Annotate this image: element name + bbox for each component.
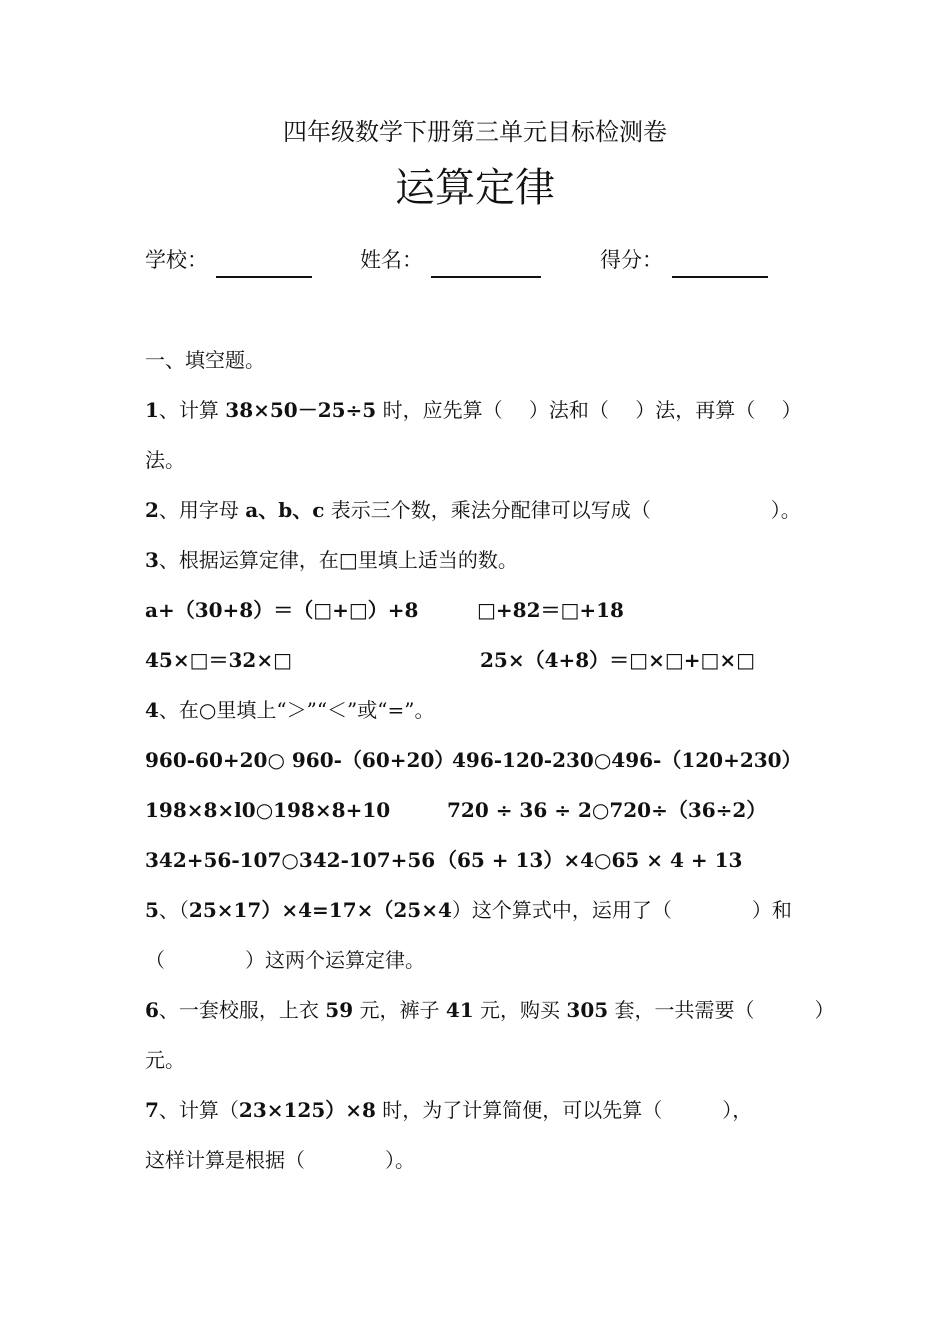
school-label: 学校： xyxy=(145,248,208,272)
question-7-number: 7 xyxy=(145,1098,159,1122)
question-3 xyxy=(145,546,518,574)
question-5-line-2: （ ）这两个运算定律。 xyxy=(145,948,425,972)
name-label: 姓名： xyxy=(360,248,423,272)
question-2-text-a: 、用字母 xyxy=(158,498,246,522)
question-6-text-c: 元，购买 xyxy=(473,998,567,1022)
section-heading: 一、填空题。 xyxy=(145,348,265,372)
question-5-line-1 xyxy=(145,896,792,924)
question-3-number: 3 xyxy=(145,548,159,572)
worksheet-subtitle: 四年级数学下册第三单元目标检测卷 xyxy=(283,118,667,146)
question-6-line-2: 元。 xyxy=(145,1048,185,1072)
question-5-text-a: 、（ xyxy=(158,898,189,922)
question-2-text-b: 表示三个数，乘法分配律可以写成（ ）。 xyxy=(324,498,801,522)
question-7-line-2: 这样计算是根据（ ）。 xyxy=(145,1148,415,1172)
question-1-text-b: 时，应先算（ ）法和（ ）法，再算（ ） xyxy=(376,398,802,422)
question-5-text-b: ）这个算式中，运用了（ ）和 xyxy=(451,898,792,922)
question-4-number: 4 xyxy=(145,698,159,722)
question-5-number: 5 xyxy=(145,898,159,922)
question-1-number: 1 xyxy=(145,398,159,422)
score-label: 得分： xyxy=(600,248,663,272)
question-6-number: 6 xyxy=(145,998,159,1022)
score-blank[interactable] xyxy=(672,276,768,278)
question-4-row-1-left: 960-60+20○ 960-（60+20） xyxy=(145,748,455,772)
question-2 xyxy=(145,496,801,524)
question-6-text-b: 元，裤子 xyxy=(353,998,446,1022)
question-6-text-d: 套，一共需要（ ） xyxy=(608,998,835,1022)
question-2-number: 2 xyxy=(145,498,159,522)
question-3-row-1-left: a+（30+8）＝（□+□）+8 xyxy=(145,598,419,622)
question-1-line-2: 法。 xyxy=(145,448,185,472)
question-3-row-2-right: 25×（4+8）＝□×□+□×□ xyxy=(480,648,756,672)
question-4-text: 、在○里填上“＞”“＜”或“=”。 xyxy=(158,698,435,722)
question-3-row-1-right: □+82＝□+18 xyxy=(477,598,624,622)
question-5-expression: 25×17）×4=17×（25×4 xyxy=(188,898,452,922)
question-6-jacket-price: 59 xyxy=(325,998,354,1022)
question-6-line-1 xyxy=(145,996,835,1024)
question-3-text: 、根据运算定律，在□里填上适当的数。 xyxy=(158,548,518,572)
question-6-set-count: 305 xyxy=(566,998,609,1022)
question-4-row-2-left: 198×8×l0○198×8+10 xyxy=(145,798,391,822)
question-3-row-2-left: 45×□＝32×□ xyxy=(145,648,292,672)
question-4 xyxy=(145,696,434,724)
question-4-row-3-left: 342+56-107○342-107+56 xyxy=(145,848,436,872)
worksheet-title: 运算定律 xyxy=(395,165,555,211)
question-4-row-1-right: 496-120-230○496-（120+230） xyxy=(452,748,802,772)
question-7-text-b: 时，为了计算简便，可以先算（ ）， xyxy=(375,1098,753,1122)
question-1-text-a: 、计算 xyxy=(158,398,226,422)
school-blank[interactable] xyxy=(216,276,312,278)
question-7-expression: 23×125）×8 xyxy=(238,1098,376,1122)
name-blank[interactable] xyxy=(431,276,541,278)
question-6-pants-price: 41 xyxy=(445,998,474,1022)
question-7-text-a: 、计算（ xyxy=(158,1098,239,1122)
question-7-line-1 xyxy=(145,1096,752,1124)
question-4-row-2-right: 720 ÷ 36 ÷ 2○720÷（36÷2） xyxy=(447,798,767,822)
question-2-letters: a、b、c xyxy=(245,498,325,522)
question-1-line-1 xyxy=(145,396,802,424)
question-4-row-3-right: （65 + 13）×4○65 × 4 + 13 xyxy=(437,848,743,872)
question-1-expression: 38×50－25÷5 xyxy=(225,398,377,422)
question-6-text-a: 、一套校服，上衣 xyxy=(158,998,326,1022)
